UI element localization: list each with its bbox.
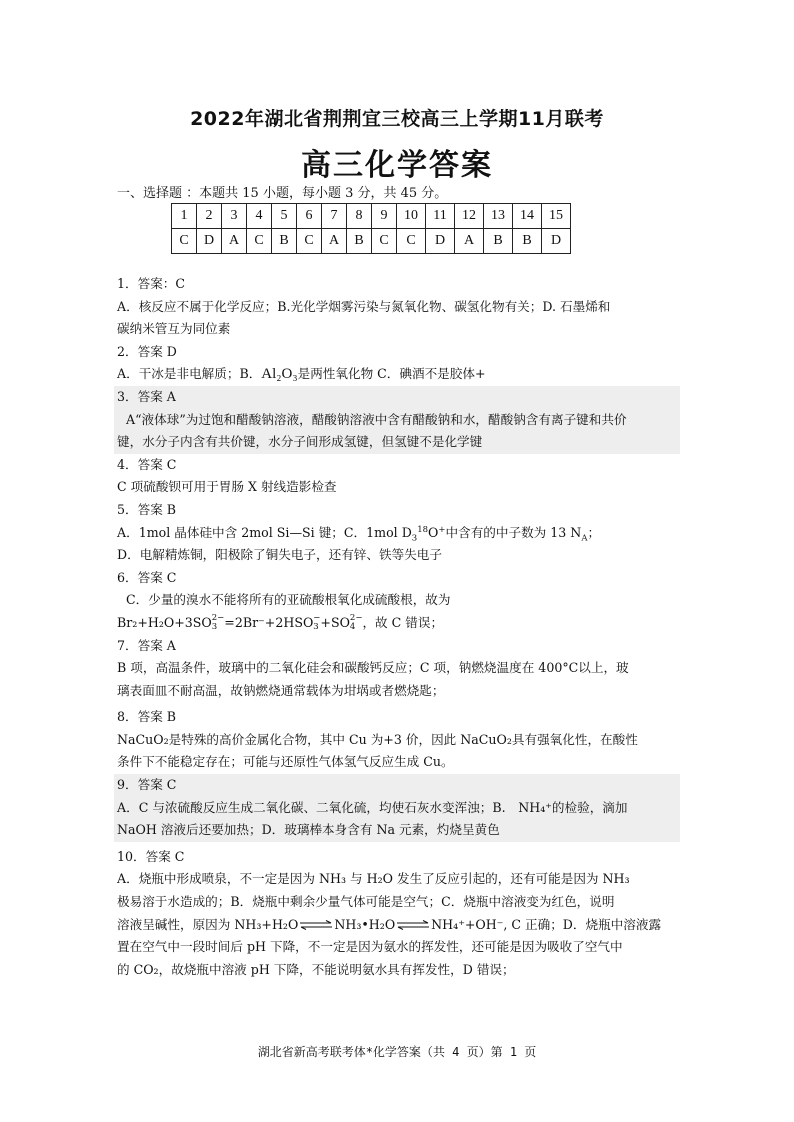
q5-text-a: A．1mol 晶体硅中含 2mol Si—Si 键；C．1mol D (117, 524, 412, 540)
q5-line1 (117, 522, 677, 545)
answer-cell: C (372, 229, 397, 254)
q9-block (114, 774, 680, 842)
eq-b-sup: − (313, 613, 321, 624)
question-number-cell: 11 (426, 204, 455, 229)
question-number-cell: 2 (197, 204, 222, 229)
answer-cell: A (222, 229, 247, 254)
question-number-cell: 1 (172, 204, 197, 229)
question-number-cell: 8 (347, 204, 372, 229)
question-number-cell: 7 (322, 204, 347, 229)
q8-head: 8．答案 B (117, 709, 177, 725)
q10-line1: A．烧瓶中形成喷泉，不一定是因为 NH₃ 与 H₂O 发生了反应引起的，还有可能是因为 NH₃ (117, 871, 630, 887)
q1-head: 1．答案：C (117, 276, 186, 291)
equilibrium-arrow-icon (395, 920, 431, 930)
q4-head: 4．答案 C (117, 456, 177, 472)
answer-table-number-row (172, 204, 571, 229)
q6-head: 6．答案 C (117, 569, 177, 585)
q9-head: 9．答案 C (117, 777, 177, 793)
eq-a-sub: 3 (211, 622, 218, 633)
q1-line1: A．核反应不属于化学反应；B.光化学烟雾污染与氮氧化物、碳氢化物有关；D. 石墨烯和 (117, 298, 611, 314)
answer-cell: A (322, 229, 347, 254)
q10-head: 10．答案 C (117, 848, 185, 864)
eq-part-d: ，故 C 错误； (362, 614, 444, 630)
answer-table (171, 203, 571, 254)
q2-post: 是两性氧化物 C．碘酒不是胶体+ (297, 366, 486, 382)
answer-cell: B (347, 229, 372, 254)
q2-pre: A．干冰是非电解质；B． (117, 366, 262, 382)
question-number-cell: 9 (372, 204, 397, 229)
q5-text-f: 中含有的中子数为 13 N (445, 524, 582, 540)
q9-line2: NaOH 溶液后还要加热；D．玻璃棒本身含有 Na 元素，灼烧呈黄色 (117, 822, 500, 838)
q7-line2: 璃表面皿不耐高温，故钠燃烧通常载体为坩埚或者燃烧匙； (117, 682, 445, 698)
q5-sub-3: 3 (411, 533, 418, 544)
answer-cell: B (272, 229, 297, 254)
q5-sup-plus: + (438, 524, 446, 535)
q5-head: 5．答案 B (117, 501, 177, 517)
q10-line5: 的 CO₂，故烧瓶中溶液 pH 下降，不能说明氨水具有挥发性，D 错误； (117, 961, 515, 977)
q3-line2: 键，水分子内含有共价键，水分子间形成氢键，但氢键不是化学键 (117, 434, 483, 450)
answer-cell: D (542, 229, 571, 254)
q2-line1 (117, 363, 677, 386)
answer-cell: C (297, 229, 322, 254)
q5-sub-a: A (581, 533, 588, 544)
question-number-cell: 10 (397, 204, 426, 229)
eq-b-sub: 3 (313, 622, 319, 633)
q5-sup-18: 18 (417, 524, 429, 535)
q5-line2: D．电解精炼铜，阳极除了铜失电子，还有锌、铁等失电子 (117, 547, 442, 563)
answer-cell: D (426, 229, 455, 254)
eq-part-a: Br₂+H₂O+3SO (117, 614, 212, 630)
q7-head: 7．答案 A (117, 637, 176, 653)
question-number-cell: 5 (272, 204, 297, 229)
q3-head: 3．答案 A (117, 388, 176, 404)
answer-cell: C (172, 229, 197, 254)
q2-head: 2．答案 D (117, 343, 177, 359)
answer-cell: C (247, 229, 272, 254)
q7-line1: B 项，高温条件，玻璃中的二氧化硅会和碳酸钙反应；C 项，钠燃烧温度在 400°C以上，玻 (117, 660, 629, 676)
q5-text-o: O (428, 524, 439, 540)
equilibrium-arrow-icon (298, 920, 334, 930)
q4-line1: C 项硫酸钡可用于胃肠 X 射线造影检查 (117, 479, 337, 495)
q3-block (114, 386, 680, 454)
answer-cell: B (484, 229, 513, 254)
q8-line1: NaCuO₂是特殊的高价金属化合物，其中 Cu 为+3 价，因此 NaCuO₂具有强氧化性，在酸性 (117, 731, 638, 747)
section-heading: 一、选择题 ：本题共 15 小题，每小题 3 分，共 45 分。 (117, 186, 448, 201)
q3-line1: A“液体球”为过饱和醋酸钠溶液，醋酸钠溶液中含有醋酸钠和水，醋酸钠含有离子键和共价 (126, 411, 627, 427)
question-number-cell: 4 (247, 204, 272, 229)
eq-a-sup: 2− (211, 613, 225, 624)
question-number-cell: 3 (222, 204, 247, 229)
question-number-cell: 6 (297, 204, 322, 229)
q10-text-a: 溶液呈碱性，原因为 NH₃+H₂O (117, 916, 299, 932)
q10-line3 (117, 914, 677, 937)
eq-part-b: =2Br⁻+2HSO (224, 614, 314, 630)
q10-line2: 极易溶于水造成的；B．烧瓶中剩余少量气体可能是空气；C．烧瓶中溶液变为红色，说明 (117, 894, 615, 910)
q5-text-h: ； (587, 524, 601, 540)
al2o3-formula: Al₂O₃ (261, 366, 298, 383)
q10-text-b: NH₃•H₂O (334, 916, 396, 932)
question-number-cell: 15 (542, 204, 571, 229)
answer-cell: A (455, 229, 484, 254)
explanations (117, 273, 677, 981)
q8-line2: 条件下不能稳定存在；可能与还原性气体氢气反应生成 Cu。 (117, 754, 454, 770)
answer-cell: C (397, 229, 426, 254)
answer-table-answer-row (172, 229, 571, 254)
eq-c-sub: 4 (349, 622, 356, 633)
q9-line1: A．C 与浓硫酸反应生成二氧化碳、二氧化硫，均使石灰水变浑浊；B. NH₄⁺的检验，滴加 (117, 799, 628, 815)
page-title: 高三化学答案 (301, 148, 493, 183)
q1-line2: 碳纳米管互为同位素 (117, 321, 231, 337)
answer-cell: B (513, 229, 542, 254)
eq-part-c: +SO (320, 614, 350, 630)
question-number-cell: 14 (513, 204, 542, 229)
q10-text-c: NH₄⁺+OH⁻, C 正确；D．烧瓶中溶液露 (431, 916, 662, 932)
page-footer: 湖北省新高考联考体*化学答案（共 4 页）第 1 页 (257, 1045, 537, 1059)
q10-line4: 置在空气中一段时间后 pH 下降，不一定是因为氨水的挥发性，还可能是因为吸收了空气中 (117, 939, 623, 955)
exam-title: 2022年湖北省荆荆宜三校高三上学期11月联考 (190, 108, 604, 130)
question-number-cell: 12 (455, 204, 484, 229)
question-number-cell: 13 (484, 204, 513, 229)
q6-line1: C．少量的溴水不能将所有的亚硫酸根氧化成硫酸根，故为 (126, 592, 451, 608)
q6-equation (117, 612, 677, 635)
answer-cell: D (197, 229, 222, 254)
eq-c-sup: 2− (349, 613, 363, 624)
